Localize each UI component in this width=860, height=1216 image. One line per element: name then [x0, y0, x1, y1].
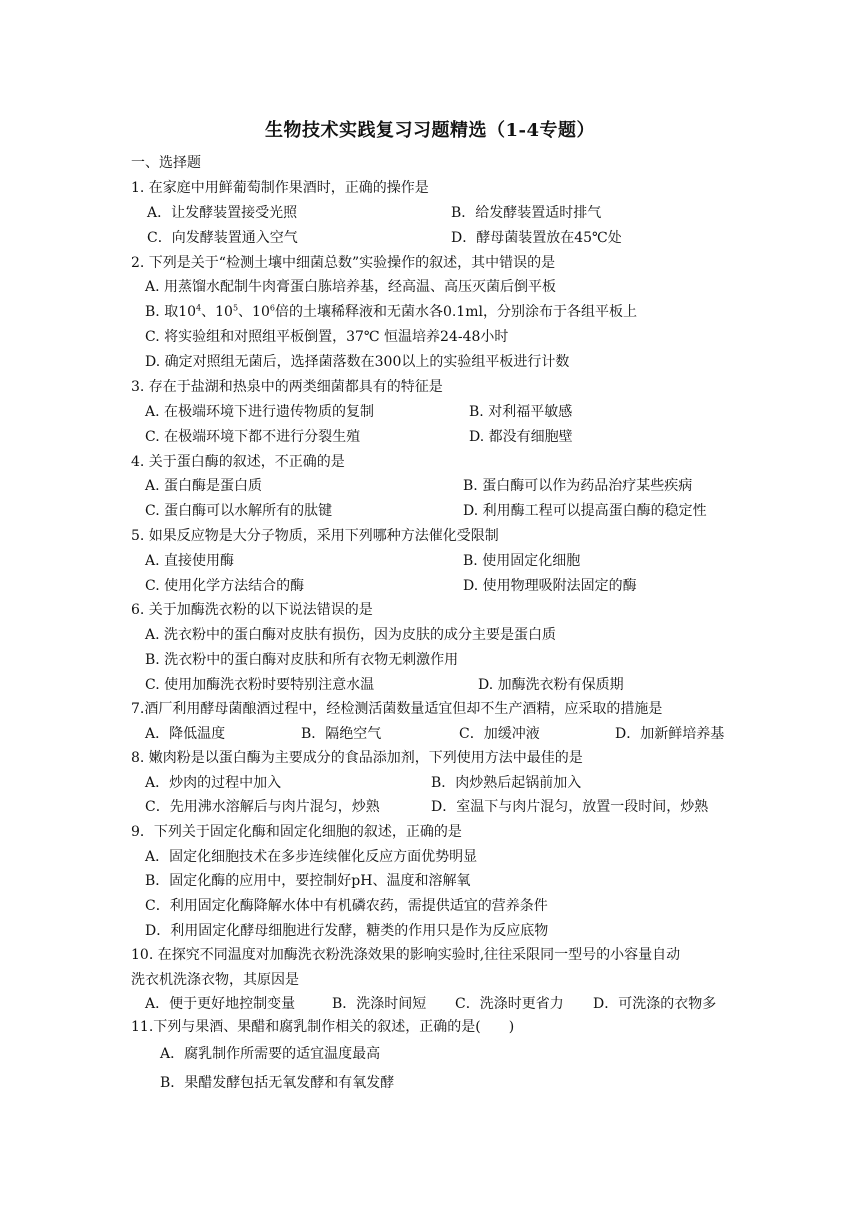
- question-10-option-b: B．洗涤时间短: [332, 996, 427, 1012]
- question-1-stem: 1. 在家庭中用鲜葡萄制作果酒时，正确的操作是: [131, 180, 429, 196]
- question-3-stem: 3. 存在于盐湖和热泉中的两类细菌都具有的特征是: [131, 379, 443, 395]
- question-6-option-a: A. 洗衣粉中的蛋白酶对皮肤有损伤，因为皮肤的成分主要是蛋白质: [145, 627, 557, 643]
- question-8-option-a: A．炒肉的过程中加入: [145, 775, 282, 791]
- question-3-option-d: D. 都没有细胞壁: [469, 429, 573, 445]
- question-8-option-c: C．先用沸水溶解后与肉片混匀，炒熟: [145, 799, 380, 815]
- superscript-exponent: 6: [269, 303, 275, 313]
- question-10-option-d: D．可洗涤的衣物多: [593, 996, 717, 1012]
- question-4-option-d: D. 利用酶工程可以提高蛋白酶的稳定性: [463, 503, 707, 519]
- question-7-option-c: C．加缓冲液: [459, 726, 540, 742]
- question-9-option-a: A．固定化细胞技术在多步连续催化反应方面优势明显: [145, 849, 478, 865]
- question-7-option-d: D．加新鲜培养基: [615, 726, 725, 742]
- question-2-option-b: [145, 301, 637, 321]
- question-4-stem: 4. 关于蛋白酶的叙述，不正确的是: [131, 454, 345, 470]
- question-2-option-d: D. 确定对照组无菌后，选择菌落数在300以上的实验组平板进行计数: [145, 354, 570, 370]
- question-2-option-a: A. 用蒸馏水配制牛肉膏蛋白胨培养基，经高温、高压灭菌后倒平板: [145, 279, 557, 295]
- question-10-stem-continued: 洗衣机洗涤衣物，其原因是: [131, 972, 299, 988]
- question-3-option-a: A. 在极端环境下进行遗传物质的复制: [145, 404, 375, 420]
- question-5-option-b: B. 使用固定化细胞: [463, 553, 581, 569]
- section-heading: 一、选择题: [131, 155, 201, 171]
- question-9-stem: 9．下列关于固定化酶和固定化细胞的叙述，正确的是: [131, 824, 462, 840]
- question-5-option-c: C. 使用化学方法结合的酶: [145, 578, 305, 594]
- question-8-stem: 8. 嫩肉粉是以蛋白酶为主要成分的食品添加剂，下列使用方法中最佳的是: [131, 750, 583, 766]
- question-5-option-a: A. 直接使用酶: [145, 553, 235, 569]
- question-9-option-c: C．利用固定化酶降解水体中有机磷农药，需提供适宜的营养条件: [145, 898, 548, 914]
- question-3-option-c: C. 在极端环境下都不进行分裂生殖: [145, 429, 361, 445]
- question-10-option-a: A．便于更好地控制变量: [145, 996, 296, 1012]
- question-10-option-c: C．洗涤时更省力: [455, 996, 564, 1012]
- option-b-text-4: 倍的土壤稀释液和无菌水各0.1ml，分别涂布于各组平板上: [274, 304, 637, 320]
- question-11-stem: 11.下列与果酒、果醋和腐乳制作相关的叙述，正确的是( ): [131, 1019, 515, 1035]
- question-2-stem: 2. 下列是关于“检测土壤中细菌总数”实验操作的叙述，其中错误的是: [131, 255, 556, 271]
- question-4-option-a: A. 蛋白酶是蛋白质: [145, 478, 263, 494]
- question-1-option-d: D．酵母菌装置放在45℃处: [451, 230, 622, 246]
- question-1-option-a: A．让发酵装置接受光照: [147, 205, 298, 221]
- question-10-stem: 10. 在探究不同温度对加酶洗衣粉洗涤效果的影响实验时,往往采限同一型号的小容量自动: [131, 947, 681, 963]
- option-b-text-1: B. 取10: [145, 304, 197, 320]
- question-9-option-b: B．固定化酶的应用中，要控制好pH、温度和溶解氧: [145, 873, 471, 889]
- question-1-option-b: B．给发酵装置适时排气: [451, 205, 602, 221]
- question-3-option-b: B. 对利福平敏感: [469, 404, 573, 420]
- question-7-stem: 7.酒厂利用酵母菌酿酒过程中，经检测活菌数量适宜但却不生产酒精，应采取的措施是: [131, 701, 663, 717]
- question-7-option-b: B．隔绝空气: [301, 726, 382, 742]
- question-6-option-d: D. 加酶洗衣粉有保质期: [478, 677, 624, 693]
- document-title: 生物技术实践复习习题精选（1-4专题）: [264, 120, 596, 141]
- superscript-exponent: 4: [196, 303, 202, 313]
- superscript-exponent: 5: [232, 303, 239, 313]
- option-b-text-2: 、10: [201, 304, 233, 320]
- question-4-option-c: C. 蛋白酶可以水解所有的肽键: [145, 503, 333, 519]
- question-2-option-c: C. 将实验组和对照组平板倒置，37℃ 恒温培养24-48小时: [145, 329, 509, 345]
- question-9-option-d: D．利用固定化酵母细胞进行发酵，糖类的作用只是作为反应底物: [145, 923, 549, 939]
- question-6-option-c: C. 使用加酶洗衣粉时要特别注意水温: [145, 677, 375, 693]
- question-6-option-b: B. 洗衣粉中的蛋白酶对皮肤和所有衣物无刺激作用: [145, 652, 459, 668]
- question-5-stem: 5. 如果反应物是大分子物质，采用下列哪种方法催化受限制: [131, 528, 499, 544]
- question-5-option-d: D. 使用物理吸附法固定的酶: [463, 578, 637, 594]
- question-7-option-a: A．降低温度: [145, 726, 226, 742]
- question-4-option-b: B. 蛋白酶可以作为药品治疗某些疾病: [463, 478, 693, 494]
- question-8-option-d: D．室温下与肉片混匀，放置一段时间，炒熟: [431, 799, 709, 815]
- question-6-stem: 6. 关于加酶洗衣粉的以下说法错误的是: [131, 602, 373, 618]
- question-1-option-c: C．向发酵装置通入空气: [147, 230, 298, 246]
- option-b-text-3: 、10: [238, 304, 270, 320]
- question-11-option-b: B．果醋发酵包括无氧发酵和有氧发酵: [160, 1075, 395, 1091]
- question-11-option-a: A．腐乳制作所需要的适宜温度最高: [160, 1046, 381, 1062]
- question-8-option-b: B．肉炒熟后起锅前加入: [431, 775, 582, 791]
